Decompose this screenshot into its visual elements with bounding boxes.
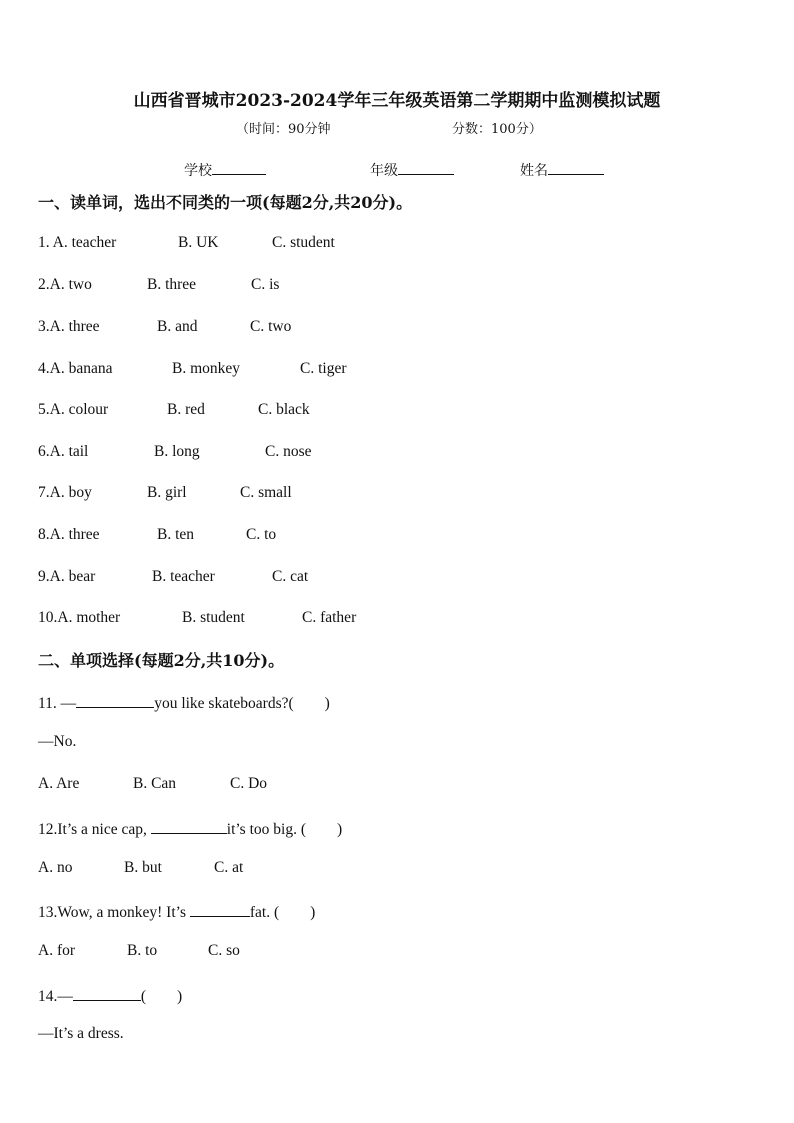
q13-option-a: A. for xyxy=(38,942,76,959)
q11-option-a: A. Are xyxy=(38,775,80,792)
q13-stem xyxy=(38,900,315,922)
name-field[interactable] xyxy=(520,160,604,180)
section-1-heading: 一、读单词，选出不同类的一项(每题2分,共20分)。 xyxy=(38,193,413,212)
q12-option-a: A. no xyxy=(38,859,73,876)
q14-stem xyxy=(38,984,182,1006)
q13-option-b: B. to xyxy=(127,942,158,959)
q14-suffix: ( ) xyxy=(140,988,183,1005)
grade-field[interactable] xyxy=(370,160,454,180)
q14-reply: —It’s a dress. xyxy=(38,1025,124,1042)
q8-option-b: B. ten xyxy=(157,526,195,543)
q9-option-b: B. teacher xyxy=(152,568,215,585)
q6-option-a: 6.A. tail xyxy=(38,443,89,460)
exam-time: （时间：90分钟 xyxy=(236,122,331,137)
q7-option-b: B. girl xyxy=(147,484,187,501)
q1-option-c: C. student xyxy=(272,234,335,251)
q8-option-c: C. to xyxy=(246,526,277,543)
q9-option-c: C. cat xyxy=(272,568,309,585)
q6-option-b: B. long xyxy=(154,443,200,460)
q12-suffix: it’s too big. ( ) xyxy=(226,821,343,838)
q1-option-a: 1. A. teacher xyxy=(38,234,117,251)
q4-option-b: B. monkey xyxy=(172,360,241,377)
q6-option-c: C. nose xyxy=(265,443,312,460)
q8-option-a: 8.A. three xyxy=(38,526,100,543)
q2-option-b: B. three xyxy=(147,276,197,293)
name-label: 姓名 xyxy=(520,163,548,179)
grade-blank[interactable] xyxy=(398,174,454,175)
page-title: 山西省晋城市2023-2024学年三年级英语第二学期期中监测模拟试题 xyxy=(133,91,661,111)
q12-stem xyxy=(38,817,342,839)
q10-option-c: C. father xyxy=(302,609,357,626)
q11-option-b: B. Can xyxy=(133,775,177,792)
q13-option-c: C. so xyxy=(208,942,240,959)
q10-option-a: 10.A. mother xyxy=(38,609,121,626)
q12-blank[interactable] xyxy=(151,833,227,834)
q3-option-c: C. two xyxy=(250,318,292,335)
q13-suffix: fat. ( ) xyxy=(249,904,316,921)
school-blank[interactable] xyxy=(212,174,266,175)
q2-option-c: C. is xyxy=(251,276,280,293)
q12-prefix: 12.It’s a nice cap, xyxy=(38,821,151,838)
q14-blank[interactable] xyxy=(73,1000,141,1001)
name-blank[interactable] xyxy=(548,174,604,175)
q2-option-a: 2.A. two xyxy=(38,276,92,293)
q12-option-c: C. at xyxy=(214,859,244,876)
q11-option-c: C. Do xyxy=(230,775,268,792)
q4-option-a: 4.A. banana xyxy=(38,360,113,377)
q11-suffix: you like skateboards?( ) xyxy=(154,695,330,712)
q9-option-a: 9.A. bear xyxy=(38,568,96,585)
q7-option-c: C. small xyxy=(240,484,292,501)
q11-reply: —No. xyxy=(38,733,77,750)
q11-prefix: 11. — xyxy=(38,695,77,712)
school-label: 学校 xyxy=(184,163,212,179)
school-field[interactable] xyxy=(184,160,266,180)
q13-prefix: 13.Wow, a monkey! It’s xyxy=(38,904,190,921)
grade-label: 年级 xyxy=(370,163,398,179)
q11-blank[interactable] xyxy=(76,707,154,708)
q14-prefix: 14.— xyxy=(38,988,73,1005)
section-2-heading: 二、单项选择(每题2分,共10分)。 xyxy=(38,651,285,670)
q3-option-a: 3.A. three xyxy=(38,318,100,335)
q11-stem xyxy=(38,691,330,713)
exam-score: 分数：100分） xyxy=(452,122,542,137)
q12-option-b: B. but xyxy=(124,859,162,876)
q5-option-c: C. black xyxy=(258,401,310,418)
q5-option-a: 5.A. colour xyxy=(38,401,109,418)
q13-blank[interactable] xyxy=(190,916,250,917)
q3-option-b: B. and xyxy=(157,318,198,335)
q10-option-b: B. student xyxy=(182,609,245,626)
q1-option-b: B. UK xyxy=(178,234,219,251)
q4-option-c: C. tiger xyxy=(300,360,347,377)
q7-option-a: 7.A. boy xyxy=(38,484,92,501)
q5-option-b: B. red xyxy=(167,401,205,418)
